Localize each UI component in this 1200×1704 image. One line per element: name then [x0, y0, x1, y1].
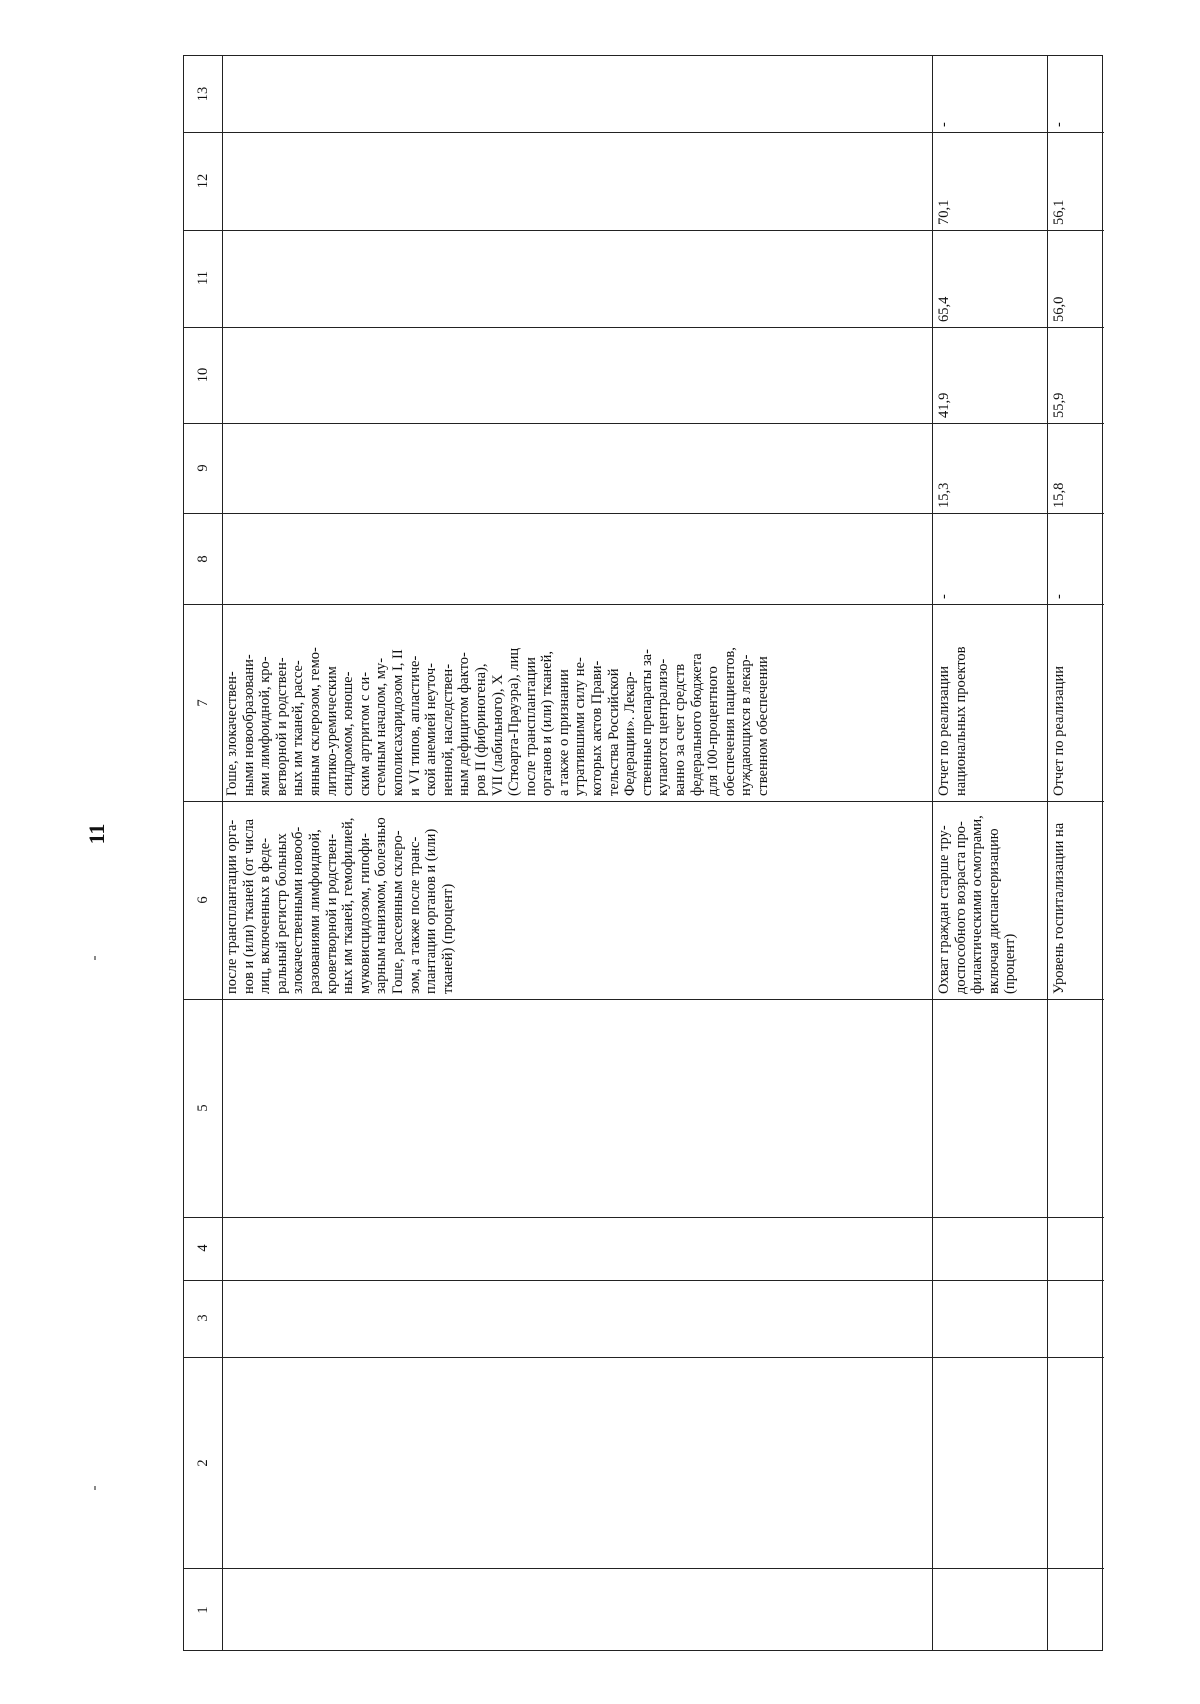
- text-line: литико-уремическим: [323, 666, 340, 796]
- text-line: ров II (фибриногена),: [472, 663, 489, 796]
- row1-col11-value: 65,4: [936, 296, 952, 322]
- col-separator-4-3: [184, 1280, 1104, 1281]
- col-separator-10-9: [184, 423, 1104, 424]
- col-header: 3: [195, 1314, 211, 1322]
- text-line: нуждающихся в лекар-: [738, 654, 755, 796]
- text-line: тканей) (процент): [439, 883, 456, 994]
- text-line: разованиями лимфоидной,: [306, 829, 323, 994]
- text-line: органов и (или) тканей,: [539, 651, 556, 796]
- text-line: филактическими осмотрами,: [969, 815, 986, 994]
- text-line: Отчет по реализации: [936, 666, 952, 796]
- col-separator-3-2: [184, 1357, 1104, 1358]
- row1-col10-value: 41,9: [936, 392, 952, 418]
- text-line: тельства Российской: [605, 668, 622, 796]
- text-line: нов и (или) тканей (от числа: [240, 818, 257, 994]
- text-line: стемным началом, му-: [373, 657, 390, 796]
- col-separator-5-4: [184, 1217, 1104, 1218]
- text-line: и VI типов, апластиче-: [406, 655, 423, 796]
- col-header: 11: [195, 271, 211, 285]
- text-line: национальных проектов: [952, 646, 969, 796]
- row2-col8-value: -: [1051, 594, 1067, 599]
- text-line: ными новообразовани-: [240, 654, 257, 796]
- text-line: лиц, включенных в феде-: [257, 837, 274, 994]
- col-separator-8-7: [184, 604, 1104, 605]
- scan-speck: [94, 956, 96, 960]
- text-line: зом, а также после транс-: [406, 836, 423, 994]
- text-line: обеспечения пациентов,: [721, 647, 738, 796]
- text-line: ским артритом с си-: [356, 671, 373, 796]
- text-line: ями лимфоидной, кро-: [257, 656, 274, 796]
- col-separator-12-11: [184, 230, 1104, 231]
- col-header: 9: [195, 464, 211, 472]
- text-line: янным склерозом, гемо-: [306, 647, 323, 796]
- text-line: Отчет по реализации: [1051, 666, 1067, 796]
- col-header: 12: [195, 173, 211, 189]
- text-line: после трансплантации: [522, 657, 539, 796]
- text-line: ветворной и родствен-: [273, 657, 290, 796]
- text-line: доспособного возраста про-: [952, 821, 969, 994]
- text-line: а также о признании: [555, 669, 572, 796]
- continued-col6-text: [224, 817, 456, 994]
- text-line: Уровень госпитализации на: [1051, 822, 1067, 994]
- text-line: ственном обеспечении: [755, 656, 771, 796]
- col-separator-9-8: [184, 513, 1104, 514]
- row2-col12-value: 56,1: [1051, 199, 1067, 225]
- scan-speck: [94, 1486, 96, 1490]
- text-line: зарным нанизмом, болезнью: [373, 817, 390, 994]
- text-line: ральный регистр больных: [273, 833, 290, 994]
- row1-col13-value: -: [936, 122, 952, 127]
- row2-col10-value: 55,9: [1051, 392, 1067, 418]
- col-header: 7: [195, 699, 211, 707]
- page-number: 11: [84, 823, 109, 845]
- row1-col8-value: -: [936, 594, 952, 599]
- col-separator-13-12: [184, 132, 1104, 133]
- text-line: ственные препараты за-: [638, 649, 655, 796]
- col-header: 5: [195, 1104, 211, 1112]
- text-line: Охват граждан старше тру-: [936, 825, 952, 994]
- text-line: Гоше, рассеянным склеро-: [389, 830, 406, 994]
- text-line: ской анемией неуточ-: [423, 663, 440, 796]
- row2-col9-value: 15,8: [1051, 482, 1067, 508]
- row-separator-2: [1047, 56, 1048, 1650]
- text-line: ванно за счет средств: [672, 663, 689, 796]
- header-row-separator: [222, 56, 223, 1650]
- col-header: 13: [195, 86, 211, 102]
- row1-col9-value: 15,3: [936, 482, 952, 508]
- col-separator-2-1: [184, 1568, 1104, 1569]
- text-line: плантации органов и (или): [423, 828, 440, 994]
- text-line: для 100-процентного: [705, 666, 722, 796]
- text-line: ных им тканей, рассе-: [290, 660, 307, 796]
- col-separator-6-5: [184, 999, 1104, 1000]
- text-line: Гоше, злокачествен-: [224, 671, 240, 796]
- text-line: которых актов Прави-: [589, 660, 606, 796]
- text-line: кополисахаридозом I, II: [389, 649, 406, 796]
- text-line: кроветворной и родствен-: [323, 833, 340, 994]
- text-line: VII (лабильного), X: [489, 674, 506, 796]
- row2-col6-text: [1051, 823, 1068, 994]
- text-line: (Стюарта-Прауэра), лиц: [506, 647, 523, 796]
- col-header: 10: [195, 367, 211, 383]
- text-line: ным дефицитом факто-: [456, 652, 473, 796]
- text-line: (процент): [1002, 933, 1019, 994]
- text-line: федерального бюджета: [688, 653, 705, 796]
- text-line: включая диспансеризацию: [985, 828, 1002, 994]
- col-separator-7-6: [184, 801, 1104, 802]
- row2-col11-value: 56,0: [1051, 296, 1067, 322]
- col-header: 1: [195, 1606, 211, 1614]
- row1-col6-text: [936, 815, 1019, 994]
- col-header: 4: [195, 1244, 211, 1252]
- row2-col7-text: [1051, 666, 1068, 796]
- col-separator-11-10: [184, 327, 1104, 328]
- continued-col7-text: [224, 647, 772, 796]
- text-line: ных им тканей, гемофилией,: [340, 817, 357, 994]
- text-line: ненной, наследствен-: [439, 663, 456, 796]
- col-header: 8: [195, 555, 211, 563]
- text-line: после трансплантации орга-: [224, 819, 240, 994]
- row-separator-1: [932, 56, 933, 1650]
- row2-col13-value: -: [1051, 122, 1067, 127]
- row1-col7-text: [936, 647, 969, 796]
- text-line: синдромом, юноше-: [340, 671, 357, 796]
- col-header: 6: [195, 896, 211, 904]
- row1-col12-value: 70,1: [936, 199, 952, 225]
- col-header: 2: [195, 1459, 211, 1467]
- text-line: утратившими силу не-: [572, 657, 589, 796]
- text-line: злокачественными новооб-: [290, 826, 307, 994]
- text-line: Федерации». Лекар-: [622, 671, 639, 796]
- text-line: купаются централизо-: [655, 658, 672, 796]
- data-table: [183, 55, 1103, 1651]
- text-line: муковисцидозом, гипофи-: [356, 833, 373, 994]
